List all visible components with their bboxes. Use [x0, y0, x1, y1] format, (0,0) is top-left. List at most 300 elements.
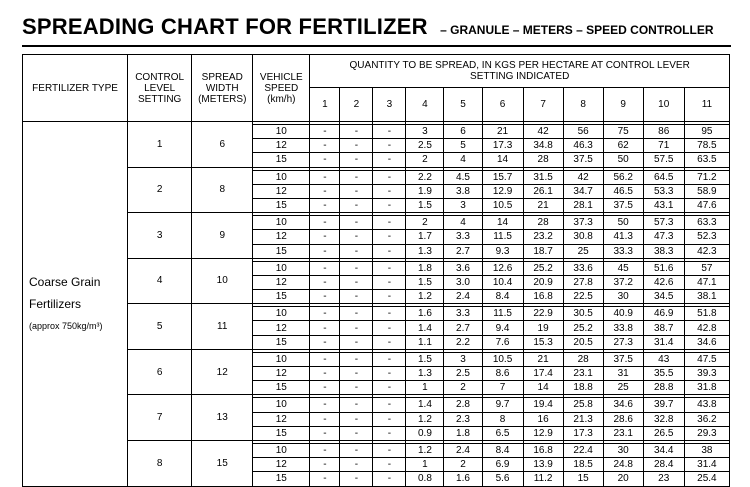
speed-cell: 12 — [253, 184, 310, 198]
quantity-cell: 43.1 — [643, 198, 684, 212]
quantity-cell: 2.2 — [444, 335, 482, 349]
quantity-cell: 3.8 — [444, 184, 482, 198]
speed-cell: 15 — [253, 472, 310, 486]
quantity-cell: 7 — [482, 381, 523, 395]
speed-cell: 12 — [253, 412, 310, 426]
quantity-cell: 4 — [444, 216, 482, 230]
quantity-cell: 4.5 — [444, 170, 482, 184]
quantity-cell: 2 — [444, 381, 482, 395]
quantity-cell: - — [373, 352, 406, 366]
quantity-cell: - — [310, 125, 340, 139]
quantity-cell: 25 — [603, 381, 643, 395]
quantity-cell: 11.2 — [523, 472, 563, 486]
speed-cell: 12 — [253, 275, 310, 289]
quantity-cell: 8 — [482, 412, 523, 426]
quantity-cell: 34.7 — [563, 184, 603, 198]
quantity-cell: 28 — [523, 216, 563, 230]
quantity-cell: 12.9 — [482, 184, 523, 198]
quantity-cell: 19.4 — [523, 398, 563, 412]
quantity-cell: - — [340, 184, 373, 198]
quantity-cell: 63.3 — [684, 216, 729, 230]
quantity-cell: - — [373, 412, 406, 426]
quantity-cell: 21 — [523, 352, 563, 366]
quantity-cell: 86 — [643, 125, 684, 139]
quantity-cell: 27.3 — [603, 335, 643, 349]
quantity-cell: 58.9 — [684, 184, 729, 198]
quantity-cell: 18.8 — [563, 381, 603, 395]
quantity-cell: 46.9 — [643, 307, 684, 321]
quantity-cell: 34.6 — [684, 335, 729, 349]
speed-cell: 15 — [253, 198, 310, 212]
quantity-cell: 3 — [406, 125, 444, 139]
quantity-cell: - — [340, 230, 373, 244]
quantity-cell: 25.8 — [563, 398, 603, 412]
spread-width-cell: 12 — [192, 349, 253, 395]
header-lever-setting: 3 — [373, 88, 406, 122]
speed-cell: 12 — [253, 367, 310, 381]
speed-cell: 12 — [253, 458, 310, 472]
quantity-cell: 57.5 — [643, 153, 684, 167]
quantity-cell: 25 — [563, 244, 603, 258]
quantity-cell: - — [340, 398, 373, 412]
speed-cell: 10 — [253, 443, 310, 457]
quantity-cell: 7.6 — [482, 335, 523, 349]
quantity-cell: - — [340, 125, 373, 139]
quantity-cell: - — [340, 198, 373, 212]
speed-cell: 15 — [253, 290, 310, 304]
quantity-cell: - — [373, 398, 406, 412]
header-quantity: QUANTITY TO BE SPREAD, IN KGS PER HECTARE AT CONTROL LEVER SETTING INDICATED — [310, 55, 730, 88]
quantity-cell: 22.5 — [563, 290, 603, 304]
header-vehicle-speed: VEHICLE SPEED (km/h) — [253, 55, 310, 122]
quantity-cell: 47.5 — [684, 352, 729, 366]
speed-cell: 12 — [253, 321, 310, 335]
quantity-cell: 20 — [603, 472, 643, 486]
quantity-cell: 39.3 — [684, 367, 729, 381]
quantity-cell: 2.5 — [444, 367, 482, 381]
header-lever-setting: 7 — [523, 88, 563, 122]
quantity-cell: 15.3 — [523, 335, 563, 349]
quantity-cell: 37.5 — [603, 352, 643, 366]
quantity-cell: 42.3 — [684, 244, 729, 258]
quantity-cell: - — [373, 139, 406, 153]
quantity-cell: 2.2 — [406, 170, 444, 184]
quantity-cell: - — [340, 307, 373, 321]
quantity-cell: - — [310, 472, 340, 486]
quantity-cell: 46.5 — [603, 184, 643, 198]
quantity-cell: 2.4 — [444, 443, 482, 457]
quantity-cell: 10.4 — [482, 275, 523, 289]
control-level-cell: 2 — [128, 167, 192, 213]
quantity-cell: - — [310, 381, 340, 395]
quantity-cell: - — [340, 139, 373, 153]
quantity-cell: 37.2 — [603, 275, 643, 289]
header-spread-width: SPREAD WIDTH (METERS) — [192, 55, 253, 122]
quantity-cell: 40.9 — [603, 307, 643, 321]
quantity-cell: - — [340, 381, 373, 395]
chart-subtitle: – GRANULE – METERS – SPEED CONTROLLER — [440, 23, 714, 37]
quantity-cell: 22.9 — [523, 307, 563, 321]
quantity-cell: 38 — [684, 443, 729, 457]
quantity-cell: 56 — [563, 125, 603, 139]
quantity-cell: 30.5 — [563, 307, 603, 321]
quantity-cell: 31.4 — [643, 335, 684, 349]
quantity-cell: 34.4 — [643, 443, 684, 457]
quantity-cell: 71 — [643, 139, 684, 153]
quantity-cell: 50 — [603, 216, 643, 230]
quantity-cell: 6.9 — [482, 458, 523, 472]
quantity-cell: - — [373, 367, 406, 381]
quantity-cell: 6 — [444, 125, 482, 139]
quantity-cell: 30 — [603, 443, 643, 457]
quantity-cell: 47.1 — [684, 275, 729, 289]
quantity-cell: 1.2 — [406, 290, 444, 304]
quantity-cell: - — [373, 153, 406, 167]
header-lever-setting: 10 — [643, 88, 684, 122]
quantity-cell: - — [340, 216, 373, 230]
quantity-cell: 25.4 — [684, 472, 729, 486]
quantity-cell: 42.6 — [643, 275, 684, 289]
control-level-cell: 8 — [128, 440, 192, 486]
quantity-cell: 21.3 — [563, 412, 603, 426]
quantity-cell: 47.3 — [643, 230, 684, 244]
quantity-cell: 2 — [406, 153, 444, 167]
quantity-cell: 41.3 — [603, 230, 643, 244]
quantity-cell: 3 — [444, 352, 482, 366]
quantity-cell: 28.6 — [603, 412, 643, 426]
chart-body — [23, 122, 730, 487]
quantity-cell: 63.5 — [684, 153, 729, 167]
fertilizer-type-text: Fertilizers — [29, 296, 82, 311]
quantity-cell: 15 — [563, 472, 603, 486]
speed-cell: 12 — [253, 139, 310, 153]
quantity-cell: 31 — [603, 367, 643, 381]
quantity-cell: - — [373, 216, 406, 230]
fertilizer-type-cell — [23, 122, 128, 487]
quantity-cell: - — [373, 472, 406, 486]
quantity-cell: 31.5 — [523, 170, 563, 184]
quantity-cell: 9.3 — [482, 244, 523, 258]
quantity-cell: 23.1 — [563, 367, 603, 381]
quantity-cell: 1.6 — [444, 472, 482, 486]
quantity-cell: 34.5 — [643, 290, 684, 304]
quantity-cell: - — [310, 244, 340, 258]
quantity-cell: 95 — [684, 125, 729, 139]
quantity-cell: - — [373, 261, 406, 275]
quantity-cell: 12.6 — [482, 261, 523, 275]
quantity-cell: 1.9 — [406, 184, 444, 198]
quantity-cell: 42 — [523, 125, 563, 139]
quantity-cell: 15.7 — [482, 170, 523, 184]
spread-width-cell: 6 — [192, 122, 253, 168]
quantity-cell: - — [373, 170, 406, 184]
quantity-cell: 37.5 — [603, 198, 643, 212]
header-lever-setting: 5 — [444, 88, 482, 122]
quantity-cell: 20.9 — [523, 275, 563, 289]
quantity-cell: 5 — [444, 139, 482, 153]
speed-cell: 12 — [253, 230, 310, 244]
quantity-cell: 16 — [523, 412, 563, 426]
quantity-cell: 21 — [482, 125, 523, 139]
quantity-cell: 3.6 — [444, 261, 482, 275]
quantity-cell: - — [373, 321, 406, 335]
quantity-cell: 78.5 — [684, 139, 729, 153]
fertilizer-type-text: Coarse Grain — [29, 274, 101, 289]
quantity-cell: - — [340, 244, 373, 258]
quantity-cell: 0.9 — [406, 426, 444, 440]
quantity-cell: 38.3 — [643, 244, 684, 258]
quantity-cell: 23.2 — [523, 230, 563, 244]
quantity-cell: 39.7 — [643, 398, 684, 412]
quantity-cell: 0.8 — [406, 472, 444, 486]
speed-cell: 15 — [253, 335, 310, 349]
quantity-cell: - — [373, 290, 406, 304]
quantity-cell: 12.9 — [523, 426, 563, 440]
chart-title: SPREADING CHART FOR FERTILIZER — [22, 14, 428, 39]
quantity-cell: 3.0 — [444, 275, 482, 289]
quantity-cell: 1.5 — [406, 275, 444, 289]
header-lever-setting: 6 — [482, 88, 523, 122]
quantity-cell: - — [310, 321, 340, 335]
quantity-cell: - — [373, 443, 406, 457]
quantity-cell: - — [340, 261, 373, 275]
quantity-cell: 10.5 — [482, 198, 523, 212]
quantity-cell: 13.9 — [523, 458, 563, 472]
quantity-cell: - — [340, 321, 373, 335]
quantity-cell: - — [373, 125, 406, 139]
quantity-cell: 53.3 — [643, 184, 684, 198]
quantity-cell: 29.3 — [684, 426, 729, 440]
quantity-cell: 4 — [444, 153, 482, 167]
quantity-cell: - — [310, 290, 340, 304]
quantity-cell: 2.8 — [444, 398, 482, 412]
quantity-cell: 1.1 — [406, 335, 444, 349]
quantity-cell: 25.2 — [563, 321, 603, 335]
quantity-cell: - — [340, 352, 373, 366]
quantity-cell: 1.4 — [406, 321, 444, 335]
quantity-cell: 3 — [444, 198, 482, 212]
quantity-cell: 36.2 — [684, 412, 729, 426]
quantity-cell: 30.8 — [563, 230, 603, 244]
quantity-cell: 43 — [643, 352, 684, 366]
header-control-level: CONTROL LEVEL SETTING — [128, 55, 192, 122]
speed-cell: 10 — [253, 170, 310, 184]
header-lever-setting: 9 — [603, 88, 643, 122]
quantity-cell: 1.5 — [406, 198, 444, 212]
quantity-cell: 14 — [482, 216, 523, 230]
chart-title-row — [22, 14, 742, 44]
quantity-cell: - — [310, 412, 340, 426]
quantity-cell: - — [310, 139, 340, 153]
quantity-cell: - — [310, 153, 340, 167]
quantity-cell: 17.4 — [523, 367, 563, 381]
quantity-cell: 32.8 — [643, 412, 684, 426]
quantity-cell: 9.4 — [482, 321, 523, 335]
quantity-cell: - — [373, 335, 406, 349]
control-level-cell: 5 — [128, 304, 192, 350]
quantity-cell: 6.5 — [482, 426, 523, 440]
quantity-cell: 3.3 — [444, 307, 482, 321]
quantity-cell: 8.4 — [482, 290, 523, 304]
quantity-cell: - — [340, 426, 373, 440]
quantity-cell: 23.1 — [603, 426, 643, 440]
quantity-cell: - — [340, 367, 373, 381]
quantity-cell: - — [373, 230, 406, 244]
header-lever-setting: 1 — [310, 88, 340, 122]
quantity-cell: 18.7 — [523, 244, 563, 258]
quantity-cell: - — [373, 381, 406, 395]
quantity-cell: 1.7 — [406, 230, 444, 244]
quantity-cell: 21 — [523, 198, 563, 212]
quantity-cell: 8.4 — [482, 443, 523, 457]
fertilizer-type-text: (approx 750kg/m³) — [29, 320, 103, 331]
quantity-cell: - — [373, 426, 406, 440]
quantity-cell: 34.8 — [523, 139, 563, 153]
quantity-cell: 1.3 — [406, 244, 444, 258]
speed-cell: 15 — [253, 153, 310, 167]
quantity-cell: 16.8 — [523, 443, 563, 457]
control-level-cell: 3 — [128, 213, 192, 259]
quantity-cell: - — [340, 458, 373, 472]
quantity-cell: - — [340, 290, 373, 304]
quantity-cell: 56.2 — [603, 170, 643, 184]
quantity-cell: 35.5 — [643, 367, 684, 381]
quantity-cell: - — [310, 275, 340, 289]
quantity-cell: 47.6 — [684, 198, 729, 212]
title-underline — [22, 45, 731, 47]
quantity-cell: - — [310, 216, 340, 230]
quantity-cell: 2.3 — [444, 412, 482, 426]
quantity-cell: 57 — [684, 261, 729, 275]
speed-cell: 15 — [253, 381, 310, 395]
quantity-cell: 2.5 — [406, 139, 444, 153]
quantity-cell: - — [310, 426, 340, 440]
quantity-cell: - — [310, 398, 340, 412]
quantity-cell: 57.3 — [643, 216, 684, 230]
quantity-cell: - — [373, 275, 406, 289]
quantity-cell: - — [373, 307, 406, 321]
speed-cell: 10 — [253, 352, 310, 366]
quantity-cell: 23 — [643, 472, 684, 486]
quantity-cell: 1.8 — [444, 426, 482, 440]
control-level-cell: 1 — [128, 122, 192, 168]
quantity-cell: 22.4 — [563, 443, 603, 457]
speed-cell: 15 — [253, 426, 310, 440]
spread-width-cell: 13 — [192, 395, 253, 441]
quantity-cell: - — [310, 443, 340, 457]
quantity-cell: 1.3 — [406, 367, 444, 381]
quantity-cell: - — [310, 352, 340, 366]
quantity-cell: 24.8 — [603, 458, 643, 472]
quantity-cell: 16.8 — [523, 290, 563, 304]
quantity-cell: - — [373, 458, 406, 472]
quantity-cell: - — [310, 198, 340, 212]
quantity-cell: 26.5 — [643, 426, 684, 440]
quantity-cell: 34.6 — [603, 398, 643, 412]
quantity-cell: - — [340, 275, 373, 289]
quantity-cell: 62 — [603, 139, 643, 153]
quantity-cell: - — [373, 198, 406, 212]
quantity-cell: 1 — [406, 381, 444, 395]
quantity-cell: 52.3 — [684, 230, 729, 244]
quantity-cell: 28.4 — [643, 458, 684, 472]
quantity-cell: 37.5 — [563, 153, 603, 167]
quantity-cell: 26.1 — [523, 184, 563, 198]
quantity-cell: 51.6 — [643, 261, 684, 275]
quantity-cell: 17.3 — [563, 426, 603, 440]
spread-width-cell: 15 — [192, 440, 253, 486]
quantity-cell: 31.8 — [684, 381, 729, 395]
quantity-cell: 33.6 — [563, 261, 603, 275]
quantity-cell: 2.4 — [444, 290, 482, 304]
quantity-cell: 50 — [603, 153, 643, 167]
spreading-chart-table — [22, 54, 730, 487]
quantity-cell: 2 — [444, 458, 482, 472]
quantity-cell: 10.5 — [482, 352, 523, 366]
speed-cell: 10 — [253, 125, 310, 139]
quantity-cell: 42 — [563, 170, 603, 184]
header-fertilizer-type: FERTILIZER TYPE — [23, 55, 128, 122]
spread-width-cell: 8 — [192, 167, 253, 213]
quantity-cell: 20.5 — [563, 335, 603, 349]
quantity-cell: - — [310, 261, 340, 275]
quantity-cell: 25.2 — [523, 261, 563, 275]
quantity-cell: 14 — [523, 381, 563, 395]
header-lever-setting: 4 — [406, 88, 444, 122]
quantity-cell: 14 — [482, 153, 523, 167]
quantity-cell: - — [373, 244, 406, 258]
quantity-cell: 28.8 — [643, 381, 684, 395]
quantity-cell: 1.6 — [406, 307, 444, 321]
quantity-cell: - — [340, 170, 373, 184]
quantity-cell: 38.1 — [684, 290, 729, 304]
spread-width-cell: 11 — [192, 304, 253, 350]
quantity-cell: 2.7 — [444, 244, 482, 258]
quantity-cell: 64.5 — [643, 170, 684, 184]
quantity-cell: 42.8 — [684, 321, 729, 335]
header-lever-setting: 11 — [684, 88, 729, 122]
quantity-cell: - — [340, 153, 373, 167]
quantity-cell: 1.2 — [406, 443, 444, 457]
quantity-cell: 27.8 — [563, 275, 603, 289]
quantity-cell: - — [310, 170, 340, 184]
quantity-cell: 28 — [523, 153, 563, 167]
quantity-cell: 38.7 — [643, 321, 684, 335]
quantity-cell: 1 — [406, 458, 444, 472]
quantity-cell: 3.3 — [444, 230, 482, 244]
quantity-cell: 75 — [603, 125, 643, 139]
quantity-cell: 2.7 — [444, 321, 482, 335]
quantity-cell: 18.5 — [563, 458, 603, 472]
quantity-cell: 33.3 — [603, 244, 643, 258]
quantity-cell: 31.4 — [684, 458, 729, 472]
quantity-cell: 9.7 — [482, 398, 523, 412]
quantity-cell: 30 — [603, 290, 643, 304]
quantity-cell: 1.2 — [406, 412, 444, 426]
quantity-cell: - — [310, 367, 340, 381]
quantity-cell: 1.8 — [406, 261, 444, 275]
speed-cell: 10 — [253, 398, 310, 412]
quantity-cell: 5.6 — [482, 472, 523, 486]
quantity-cell: 11.5 — [482, 230, 523, 244]
control-level-cell: 7 — [128, 395, 192, 441]
quantity-cell: 8.6 — [482, 367, 523, 381]
header-lever-setting: 2 — [340, 88, 373, 122]
speed-cell: 10 — [253, 307, 310, 321]
quantity-cell: 1.5 — [406, 352, 444, 366]
control-level-cell: 6 — [128, 349, 192, 395]
quantity-cell: - — [373, 184, 406, 198]
